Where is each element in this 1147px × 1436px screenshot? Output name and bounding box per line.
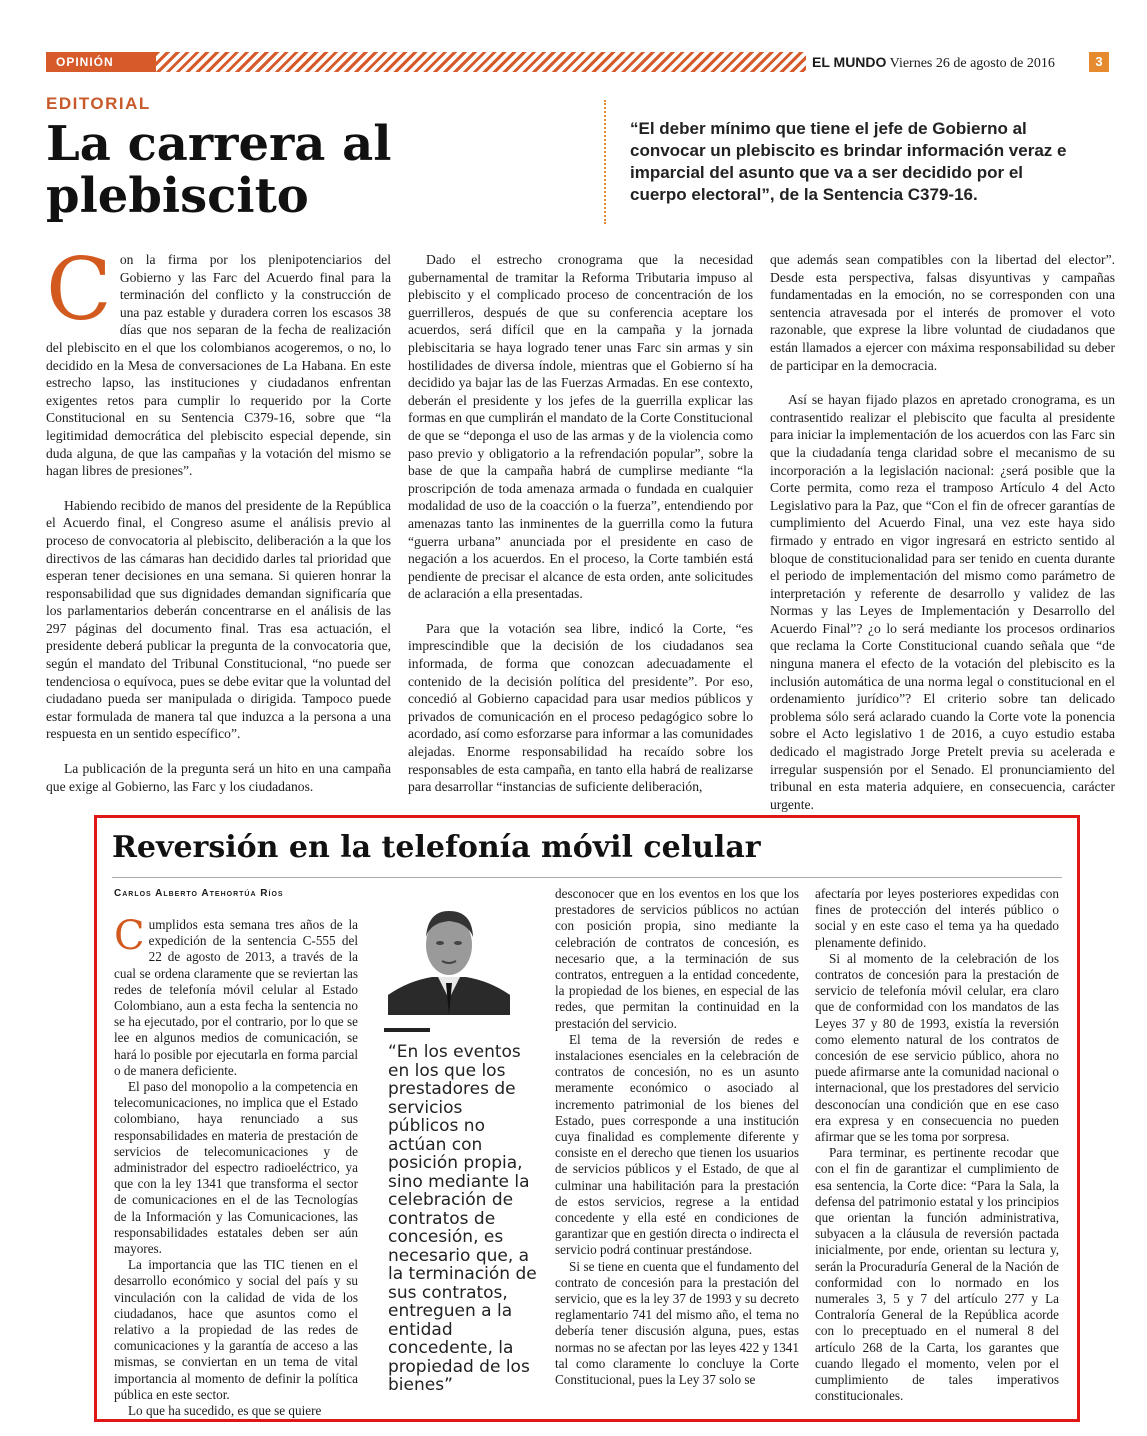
article-paragraph: La importancia que las TIC tienen en el desarrollo económico y social del país y su vinculación con la calidad de vida de los ciudadanos, hace que asuntos como el relativo a la propiedad de las redes de comunicaciones y la garantía de acceso a las mismas, se conviertan en un tema de vital importancia al momento de definir la política pública en este sector.	[114, 1257, 358, 1402]
editorial-paragraph: Con la firma por los plenipotenciarios del Gobierno y las Farc del Acuerdo final para la terminación del conflicto y la construcción de una paz estable y duradera corren los escasos 38 días que nos separan de la fecha de realización del plebiscito en el que los colombianos acogeremos, o no, lo decidido en la Mesa de conversaciones de La Habana. En este estrecho lapso, las instituciones y ciudadanos enfrentan exigentes retos para cumplir lo requerido por la Corte Constitucional en su Sentencia C379-16, sobre que “la legitimidad democrática del plebiscito especial depende, sin duda alguna, de que las campañas y la votación del mismo se hagan libres de presiones”.	[46, 240, 391, 479]
editorial-paragraph: Así se hayan fijado plazos en apretado cronograma, es un contrasentido realizar el plebiscito que faculta al presidente para iniciar la implementación de los acuerdos con las Farc sin que la ciudadanía tenga claridad sobre el mecanismo de su incorporación a la legislación nacional: ¿será posible que la Corte permita, como reza el tramposo Artículo 4 del Acto Legislativo para la Paz, que “Con el fin de ofrecer garantías de cumplimiento del Acuerdo Final, una vez este haya sido firmado y entrado en vigor ingresará en estricto sentido al bloque de constitucionalidad para ser tenido en cuenta durante el periodo de implementación del mismo como parámetro de interpretación y referente de desarrollo y validez de las Normas y las Leyes de Implementación y Desarrollo del Acuerdo Final”? ¿o lo será mediante los procesos ordinarios que reclama la Corte Constitucional cuando señala que “de ninguna manera el efecto de la votación del plebiscito es la inclusión automática de una norma legal o constitucional en el ordenamiento jurídico”? El criterio sobre tan delicado problema sólo será aclarado cuando la Corte vote la ponencia sobre el Acto legislativo 1 de 2016, a cuyo estudio estaba dedicado el magistrado Jorge Pretelt previa su acelerada e irregular suspensión por el Senado. El pronunciamiento del tribunal en esta materia adquiere, en consecuencia, carácter urgente.	[770, 392, 1115, 812]
pull-quote-rule	[384, 1028, 430, 1032]
editorial-paragraph: Habiendo recibido de manos del presidente de la República el Acuerdo final, el Congreso asume el análisis previo al proceso de convocatoria al plebiscito, deliberación a la que los directivos de las cámaras han decidido darles tal prioridad que esperan tener decisiones en una semana. Si quieren honrar la responsabilidad que sus dignidades demandan significaría que los parlamentarios deberán concentrarse en el análisis de las 297 páginas del documento final. Tras esa actuación, el presidente deberá publicar la pregunta de la convocatoria que, según el mandato del Tribunal Constitucional, “no puede ser tendenciosa o equívoca, pues se debe evitar que la voluntad del ciudadano pueda ser manipulada o dirigida. Tampoco puede estar formulada de manera tal que induzca a la persona a una respuesta en un sentido específico”.	[46, 497, 391, 742]
article-paragraph: Lo que ha sucedido, es que se quiere	[128, 1403, 322, 1419]
article-column-4	[815, 886, 1059, 1405]
header-hatch-decoration	[156, 52, 806, 72]
editorial-paragraph: que además sean compatibles con la libertad del elector”. Desde esta perspectiva, falsas disyuntivas y campañas fundamentadas en la emoción, no se corresponden con una sentencia atravesada por el interés de promover el voto razonable, que exprese la libre voluntad de ciudadanos que están llamados a ejercer con máxima responsabilidad su deber de participar en la democracia.	[770, 252, 1115, 373]
article-paragraph: Si se tiene en cuenta que el fundamento del contrato de concesión para la prestación del servicio, que es la ley 37 de 1993 y su decreto reglamentario 741 del mismo año, el tema no debería tener discusión alguna, pues, estas normas no se afectan por las leyes 422 y 1341 tal como claramente lo concluye la Corte Constitucional, pues la Ley 37 solo se	[555, 1258, 799, 1388]
article-paragraph: Si al momento de la celebración de los contratos de concesión para la prestación de servicio de telefonía móvil celular, era claro que de conformidad con los mandatos de las Leyes 37 y 80 de 1993, existía la reversión como elemento natural de los contratos de concesión de ese servicio público, ahora no puede afirmarse ante la comunidad nacional o internacional, que los prestadores del servicio desconocían una condición que en ese caso era expresa y en consecuencia no pueden afirmar que se les toma por sorpresa.	[815, 950, 1059, 1145]
author-byline: Carlos Alberto Atehortúa Ríos	[114, 888, 284, 899]
drop-cap: C	[114, 913, 145, 959]
editorial-paragraph: La publicación de la pregunta será un hito en una campaña que exige al Gobierno, las Farc y los ciudadanos.	[46, 761, 391, 794]
newspaper-name: EL MUNDO	[812, 54, 887, 70]
editorial-column-2	[408, 251, 753, 813]
masthead	[812, 52, 1055, 72]
editorial-pull-quote: “El deber mínimo que tiene el jefe de Gobierno al convocar un plebiscito es brindar información veraz e imparcial del asunto que va a ser decidido por el cuerpo electoral”, de la Sentencia C379-16.	[630, 119, 1067, 204]
issue-date: Viernes 26 de agosto de 2016	[889, 56, 1055, 71]
article-pull-quote: “En los eventos en los que los prestadores de servicios públicos no actúan con posición propia, sino mediante la celebración de contratos de concesión, es necesario que, a la terminación de sus contratos, entreguen a la entidad concedente, la propiedad de los bienes”	[388, 1042, 537, 1395]
article-paragraph: Para terminar, es pertinente recodar que con el fin de garantizar el cumplimiento de esa sentencia, la Corte dice: “Para la Sala, la defensa del patrimonio estatal y los principios que orientan la función administrativa, subyacen a la cláusula de reversión pactada inicialmente, por ende, orientan su lectura y, serán la Procuraduría General de la Nación de conformidad con lo normado en los numerales 3, 5 y 7 del artículo 277 y La Contraloría General de la República acorde con lo preceptuado en el numeral 8 del artículo 268 de la Carta, los garantes que cuando llegado el momento, velen por el cumplimiento de tales imperativos constitucionales.	[815, 1145, 1059, 1404]
editorial-column-1	[46, 240, 391, 812]
page-number: 3	[1089, 52, 1109, 72]
author-photo	[388, 903, 510, 1015]
editorial-paragraph: Para que la votación sea libre, indicó la Corte, “es imprescindible que la decisión de los ciudadanos sea informada, de forma que conozcan adecuadamente el contenido de la decisión política del presidente”. Por eso, concedió al Gobierno capacidad para usar medios públicos y privados de comunicación en el proceso pedagógico sobre lo acordado, así como esforzarse para informar a las comunidades alejadas. Enorme responsabilidad ha recaído sobre los responsables de esta campaña, en tanto ella habrá de realizarse para desarrollar “instancias de suficiente deliberación,	[408, 620, 753, 795]
article-column-3	[555, 886, 799, 1388]
article-paragraph: El tema de la reversión de redes e instalaciones esenciales en la celebración de contratos de concesión, no es un asunto meramente económico o asociado al incremento patrimonial de los bienes del Estado, pues corresponde a una institución cuya finalidad es complemente diferente y consiste en el derecho que tienen los usuarios de servicios públicos y el Estado, de que al culminar una habilitación para la prestación de estos servicios, regrese a la entidad concedente y ella esté en condiciones de garantizar que en gestión directa o indirecta el servicio podrá continuar prestándose.	[555, 1031, 799, 1258]
editorial-headline: La carrera al plebiscito	[46, 116, 392, 224]
editorial-paragraph: Dado el estrecho cronograma que la necesidad gubernamental de tramitar la Reforma Tributaria impuso al plebiscito y el complicado proceso de concentración de los guerrilleros, después de que su conferencia aceptare los acuerdos, será difícil que en la campaña y la jornada plebiscitaria se haya logrado tener unas Farc sin armas y sin hostilidades de diversa índole, mientras que el Gobierno sí ha decidido ya bajar las de las Fuerzas Armadas. En ese contexto, deberán el presidente y los jefes de la guerrilla explicar las formas en que cumplirán el mandato de la Corte Constitucional de que se “deponga el uso de las armas y de la violencia como paso previo y obligatorio a la refrendación popular”, sobre la base de que la campaña habrá de cumplirse mediante “la proscripción de toda amenaza armada o fundada en cualquier modalidad de uso de la coacción o la fuerza”, entendiendo por amenazas tanto las inminentes de la guerrilla como la futura “guerra urbana” anunciada por el presidente en caso de negación a los acuerdos. En el proceso, la Corte también está pendiente de precisar el alcance de esta orden, ante solicitudes de aclaración a ella presentadas.	[408, 252, 753, 602]
article-paragraph: afectaría por leyes posteriores expedidas con fines de protección del interés público o social y en este caso el tema ya ha quedado plenamente definido.	[815, 886, 1059, 950]
section-label: OPINIÓN	[46, 52, 156, 72]
drop-cap: C	[46, 240, 112, 340]
quote-divider	[604, 100, 606, 224]
editorial-column-3	[770, 251, 1115, 830]
article-paragraph: Cumplidos esta semana tres años de la expedición de la sentencia C-555 del 22 de agosto de 2013, a través de la cual se ordena claramente que se reviertan las redes de telefonía móvil celular al Estado Colombiano, aun a esta fecha la sentencia no se ha ejecutado, por el contrario, por lo que se lee en algunos medios de comunicación, se hará lo posible por ejecutarla en forma parcial o de manera deficiente.	[114, 913, 358, 1078]
article-column-1	[114, 913, 358, 1419]
article-paragraph: El paso del monopolio a la competencia en telecomunicaciones, no implica que el Estado colombiano, haya renunciado a sus responsabilidades en materia de prestación de servicios de telecomunicaciones y de administrador del espectro radioeléctrico, ya que con la ley 1341 que transforma el sector de comunicaciones en el de las Tecnologías de la Información y las Comunicaciones, las responsabilidades estatales deben ser aún mayores.	[114, 1079, 358, 1257]
article-paragraph: desconocer que en los eventos en los que los prestadores de servicios públicos no actúan con posición propia, sino mediante la celebración de contratos de concesión, es necesario que, a la terminación de sus contratos, entreguen a la entidad concedente, la propiedad de los bienes, en especial de las redes, que permitan la continuidad en la prestación del servicio.	[555, 886, 799, 1031]
article-headline: Reversión en la telefonía móvil celular	[112, 830, 761, 865]
headline-rule	[112, 877, 1062, 878]
editorial-kicker: EDITORIAL	[46, 94, 151, 113]
